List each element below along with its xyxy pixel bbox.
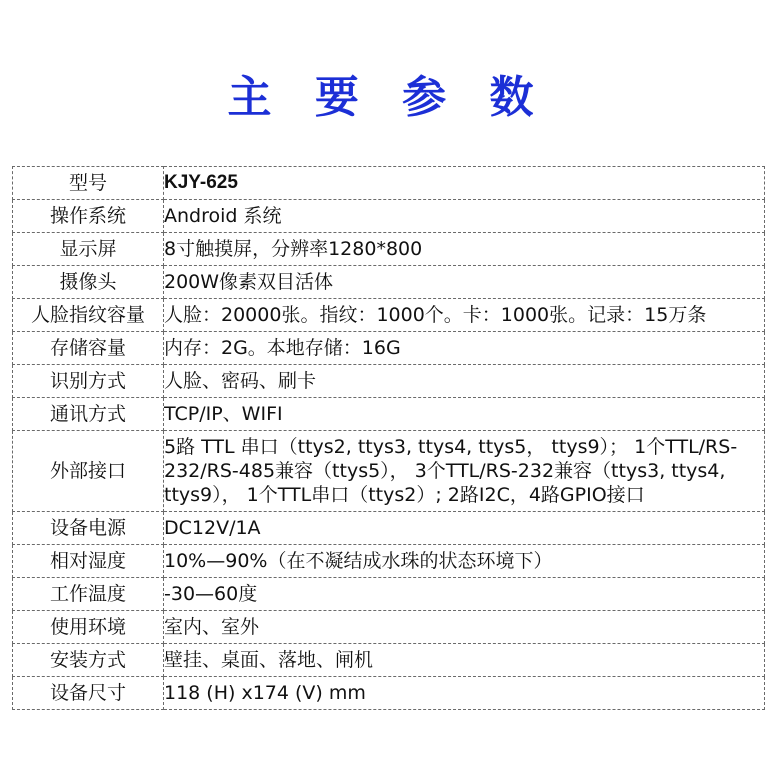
row-value: 壁挂、桌面、落地、闸机	[164, 644, 765, 677]
table-row	[13, 167, 765, 200]
row-label: 存储容量	[13, 332, 164, 365]
table-row	[13, 512, 765, 545]
row-value: KJY-625	[164, 167, 765, 200]
table-row	[13, 299, 765, 332]
row-value: 人脸、密码、刷卡	[164, 365, 765, 398]
row-label: 操作系统	[13, 200, 164, 233]
table-row	[13, 677, 765, 710]
table-row	[13, 266, 765, 299]
table-row	[13, 644, 765, 677]
table-row	[13, 233, 765, 266]
row-value: 5路 TTL 串口（ttys2, ttys3, ttys4, ttys5， ttys9）； 1个TTL/RS-232/RS-485兼容（ttys5）， 3个TTL/RS-232兼容（ttys3, ttys4, ttys9）， 1个TTL串口（ttys2）; 2路I2C，4路GPIO接口	[164, 431, 765, 512]
row-label: 设备尺寸	[13, 677, 164, 710]
row-value: 10%—90%（在不凝结成水珠的状态环境下）	[164, 545, 765, 578]
table-row	[13, 611, 765, 644]
table-row	[13, 545, 765, 578]
row-label: 识别方式	[13, 365, 164, 398]
table-row	[13, 431, 765, 512]
row-label: 使用环境	[13, 611, 164, 644]
row-value: -30—60度	[164, 578, 765, 611]
row-label: 设备电源	[13, 512, 164, 545]
row-value: 8寸触摸屏，分辨率1280*800	[164, 233, 765, 266]
row-label: 安装方式	[13, 644, 164, 677]
row-value: DC12V/1A	[164, 512, 765, 545]
row-label: 外部接口	[13, 431, 164, 512]
row-value: 室内、室外	[164, 611, 765, 644]
table-row	[13, 398, 765, 431]
table-row	[13, 578, 765, 611]
row-label: 显示屏	[13, 233, 164, 266]
table-row	[13, 365, 765, 398]
row-label: 工作温度	[13, 578, 164, 611]
row-label: 相对湿度	[13, 545, 164, 578]
row-value: Android 系统	[164, 200, 765, 233]
row-label: 摄像头	[13, 266, 164, 299]
spec-table	[12, 166, 765, 710]
row-value: 人脸：20000张。指纹：1000个。卡：1000张。记录：15万条	[164, 299, 765, 332]
row-value: 118 (H) x174 (V) mm	[164, 677, 765, 710]
page-title: 主 要 参 数	[227, 72, 548, 123]
table-row	[13, 200, 765, 233]
table-row	[13, 332, 765, 365]
row-label: 型号	[13, 167, 164, 200]
row-label: 通讯方式	[13, 398, 164, 431]
row-value: 内存：2G。本地存储：16G	[164, 332, 765, 365]
row-label: 人脸指纹容量	[13, 299, 164, 332]
row-value: 200W像素双目活体	[164, 266, 765, 299]
row-value: TCP/IP、WIFI	[164, 398, 765, 431]
